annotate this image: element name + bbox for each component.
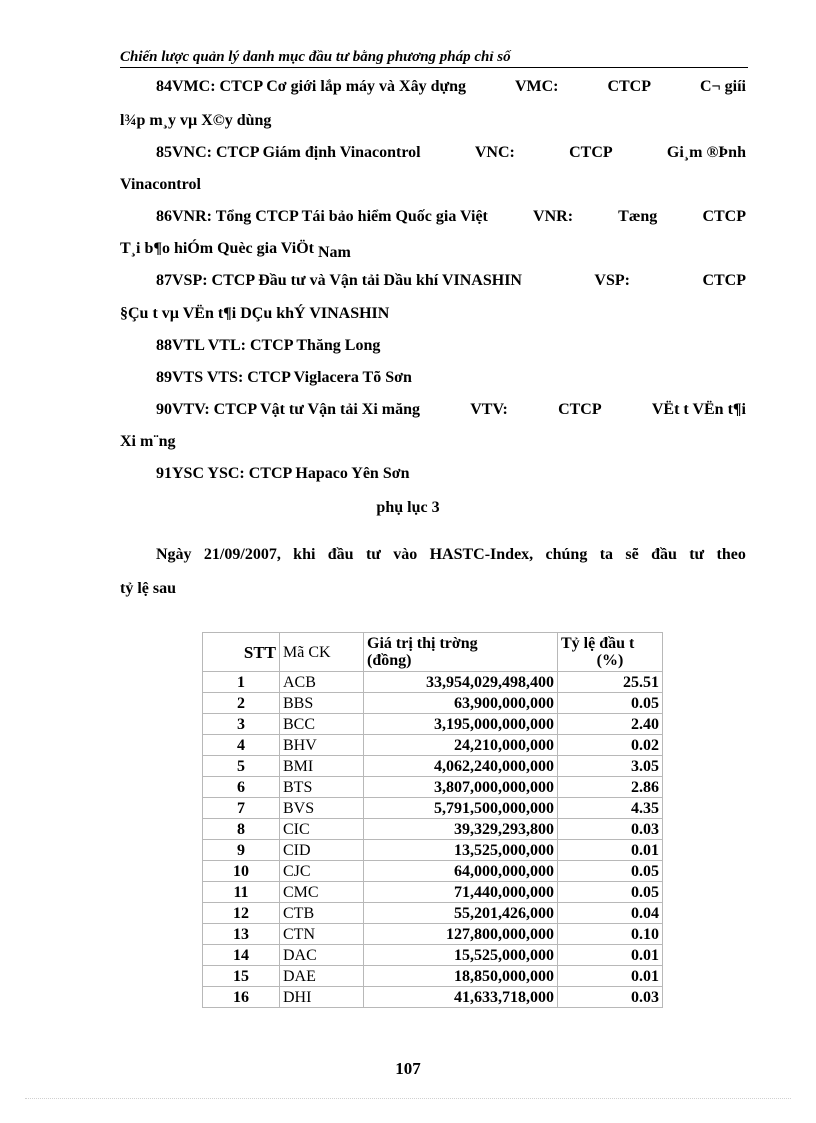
entry-85-code: VNC: bbox=[474, 144, 515, 161]
entry-84-vn: 84VMC: CTCP Cơ giới lắp máy và Xây dựng bbox=[156, 78, 466, 95]
row-ticker: BMI bbox=[280, 756, 364, 777]
row-market-value: 71,440,000,000 bbox=[364, 882, 558, 903]
intro-word: tư bbox=[365, 546, 381, 563]
row-weight: 0.04 bbox=[558, 903, 663, 924]
table-row bbox=[203, 693, 663, 714]
intro-word: chúng bbox=[545, 546, 588, 563]
row-weight: 0.03 bbox=[558, 819, 663, 840]
row-weight: 0.05 bbox=[558, 882, 663, 903]
row-ticker: BBS bbox=[280, 693, 364, 714]
row-weight: 0.05 bbox=[558, 861, 663, 882]
row-weight: 0.05 bbox=[558, 693, 663, 714]
entry-87-ctcp: CTCP bbox=[702, 272, 746, 289]
intro-word: ta bbox=[599, 546, 614, 563]
intro-word: vào bbox=[393, 546, 418, 563]
row-ticker: BHV bbox=[280, 735, 364, 756]
entry-88: 88VTL VTL: CTCP Thăng Long bbox=[156, 337, 381, 354]
intro-word: 21/09/2007, bbox=[203, 546, 281, 563]
row-stt: 2 bbox=[203, 693, 280, 714]
row-stt: 14 bbox=[203, 945, 280, 966]
row-ticker: DAC bbox=[280, 945, 364, 966]
row-weight: 0.01 bbox=[558, 840, 663, 861]
row-stt: 12 bbox=[203, 903, 280, 924]
row-stt: 1 bbox=[203, 672, 280, 693]
row-weight: 0.02 bbox=[558, 735, 663, 756]
row-market-value: 41,633,718,000 bbox=[364, 987, 558, 1008]
table-row bbox=[203, 798, 663, 819]
row-ticker: CTB bbox=[280, 903, 364, 924]
row-ticker: BTS bbox=[280, 777, 364, 798]
entry-84-ctcp: CTCP bbox=[607, 78, 652, 95]
row-weight: 0.03 bbox=[558, 987, 663, 1008]
table-row bbox=[203, 861, 663, 882]
row-weight: 0.01 bbox=[558, 966, 663, 987]
entry-90-garbled: VËt t VËn t¶i bbox=[651, 401, 746, 418]
row-stt: 8 bbox=[203, 819, 280, 840]
entry-85-vn: 85VNC: CTCP Giám định Vinacontrol bbox=[156, 144, 421, 161]
entry-86-nam: Nam bbox=[317, 244, 351, 261]
row-weight: 0.01 bbox=[558, 945, 663, 966]
table-row bbox=[203, 672, 663, 693]
row-stt: 7 bbox=[203, 798, 280, 819]
entry-86-garbled: T¸i b¶o hiÓm Quèc gia ViÖt bbox=[120, 240, 314, 257]
row-stt: 5 bbox=[203, 756, 280, 777]
row-stt: 9 bbox=[203, 840, 280, 861]
intro-word: HASTC-Index, bbox=[429, 546, 534, 563]
intro-line1 bbox=[156, 546, 746, 564]
entry-84-line1 bbox=[120, 78, 746, 96]
row-ticker: BCC bbox=[280, 714, 364, 735]
entry-87-line2: §Çu t vµ VËn t¶i DÇu khÝ VINASHIN bbox=[120, 305, 390, 322]
row-stt: 16 bbox=[203, 987, 280, 1008]
table-row bbox=[203, 714, 663, 735]
row-ticker: CJC bbox=[280, 861, 364, 882]
entry-90-vn: 90VTV: CTCP Vật tư Vận tải Xi măng bbox=[156, 401, 420, 418]
entry-85-garbled: Gi¸m ®Þnh bbox=[666, 144, 746, 161]
entry-90-code: VTV: bbox=[470, 401, 508, 418]
table-row bbox=[203, 840, 663, 861]
row-ticker: ACB bbox=[280, 672, 364, 693]
table-row bbox=[203, 945, 663, 966]
row-ticker: DHI bbox=[280, 987, 364, 1008]
row-market-value: 15,525,000,000 bbox=[364, 945, 558, 966]
row-market-value: 13,525,000,000 bbox=[364, 840, 558, 861]
entry-87-line1 bbox=[120, 272, 746, 290]
row-stt: 6 bbox=[203, 777, 280, 798]
table-row bbox=[203, 735, 663, 756]
entry-84-line2: l¾p m¸y vµ X©y dùng bbox=[120, 112, 272, 129]
entry-90-ctcp: CTCP bbox=[558, 401, 602, 418]
row-weight: 4.35 bbox=[558, 798, 663, 819]
row-stt: 3 bbox=[203, 714, 280, 735]
page-number: 107 bbox=[395, 1059, 421, 1078]
row-ticker: CTN bbox=[280, 924, 364, 945]
header-market-value bbox=[364, 633, 558, 672]
header-market-value-unit: (đồng) bbox=[367, 652, 412, 669]
row-weight: 25.51 bbox=[558, 672, 663, 693]
header-weight-label: Tỷ lệ đầu t bbox=[561, 635, 635, 652]
entry-85-line1 bbox=[120, 144, 746, 162]
table-row bbox=[203, 924, 663, 945]
row-market-value: 63,900,000,000 bbox=[364, 693, 558, 714]
intro-line2: tỷ lệ sau bbox=[120, 580, 176, 597]
row-market-value: 39,329,293,800 bbox=[364, 819, 558, 840]
entry-86-line1 bbox=[120, 208, 746, 226]
row-ticker: CIC bbox=[280, 819, 364, 840]
row-stt: 11 bbox=[203, 882, 280, 903]
intro-word: khi bbox=[293, 546, 316, 563]
appendix-title: phụ lục 3 bbox=[376, 499, 440, 516]
table-row bbox=[203, 819, 663, 840]
table-row bbox=[203, 882, 663, 903]
header-market-value-label: Giá trị thị trờng bbox=[367, 635, 478, 652]
entry-90-line2: Xi m¨ng bbox=[120, 433, 176, 450]
row-market-value: 3,807,000,000,000 bbox=[364, 777, 558, 798]
table-row bbox=[203, 756, 663, 777]
entry-87-vn: 87VSP: CTCP Đầu tư và Vận tải Dầu khí VINASHIN bbox=[156, 272, 522, 289]
row-ticker: DAE bbox=[280, 966, 364, 987]
row-stt: 13 bbox=[203, 924, 280, 945]
intro-word: đầu bbox=[651, 546, 677, 563]
intro-word: tư bbox=[689, 546, 705, 563]
row-market-value: 5,791,500,000,000 bbox=[364, 798, 558, 819]
row-market-value: 33,954,029,498,400 bbox=[364, 672, 558, 693]
intro-word: Ngày bbox=[156, 546, 192, 563]
intro-word: theo bbox=[716, 546, 746, 563]
row-stt: 15 bbox=[203, 966, 280, 987]
running-header: Chiến lược quản lý danh mục đầu tư bằng phương pháp chỉ số bbox=[120, 49, 748, 68]
entry-90-line1 bbox=[120, 401, 746, 419]
row-weight: 0.10 bbox=[558, 924, 663, 945]
row-ticker: BVS bbox=[280, 798, 364, 819]
row-stt: 4 bbox=[203, 735, 280, 756]
entry-86-tong: Tæng bbox=[618, 208, 658, 225]
intro-word: sẽ bbox=[625, 546, 639, 563]
intro-word: đầu bbox=[327, 546, 354, 563]
row-market-value: 64,000,000,000 bbox=[364, 861, 558, 882]
row-weight: 2.86 bbox=[558, 777, 663, 798]
row-market-value: 3,195,000,000,000 bbox=[364, 714, 558, 735]
entry-84-garbled: C¬ giíi bbox=[699, 78, 746, 95]
table-row bbox=[203, 966, 663, 987]
entry-86-line2 bbox=[120, 240, 351, 261]
header-stt: STT bbox=[203, 633, 280, 672]
entry-89: 89VTS VTS: CTCP Viglacera Tõ Sơn bbox=[156, 369, 412, 386]
table-row bbox=[203, 903, 663, 924]
footer-divider bbox=[25, 1098, 791, 1099]
entry-91: 91YSC YSC: CTCP Hapaco Yên Sơn bbox=[156, 465, 410, 482]
row-market-value: 24,210,000,000 bbox=[364, 735, 558, 756]
entry-86-ctcp: CTCP bbox=[702, 208, 746, 225]
header-ma-ck: Mã CK bbox=[280, 633, 364, 672]
table-row bbox=[203, 777, 663, 798]
header-weight-unit: (%) bbox=[596, 652, 624, 669]
row-stt: 10 bbox=[203, 861, 280, 882]
entry-85-ctcp: CTCP bbox=[569, 144, 613, 161]
entry-84-code: VMC: bbox=[514, 78, 559, 95]
allocation-table bbox=[202, 632, 663, 1008]
entry-85-line2: Vinacontrol bbox=[120, 176, 201, 193]
row-ticker: CMC bbox=[280, 882, 364, 903]
row-market-value: 55,201,426,000 bbox=[364, 903, 558, 924]
header-weight bbox=[558, 633, 663, 672]
table-row bbox=[203, 987, 663, 1008]
table-header-row bbox=[203, 633, 663, 672]
entry-86-code: VNR: bbox=[533, 208, 574, 225]
entry-86-vn: 86VNR: Tổng CTCP Tái bảo hiểm Quốc gia Việt bbox=[156, 208, 488, 225]
row-weight: 3.05 bbox=[558, 756, 663, 777]
entry-87-code: VSP: bbox=[594, 272, 630, 289]
row-weight: 2.40 bbox=[558, 714, 663, 735]
row-market-value: 4,062,240,000,000 bbox=[364, 756, 558, 777]
row-market-value: 127,800,000,000 bbox=[364, 924, 558, 945]
row-market-value: 18,850,000,000 bbox=[364, 966, 558, 987]
row-ticker: CID bbox=[280, 840, 364, 861]
